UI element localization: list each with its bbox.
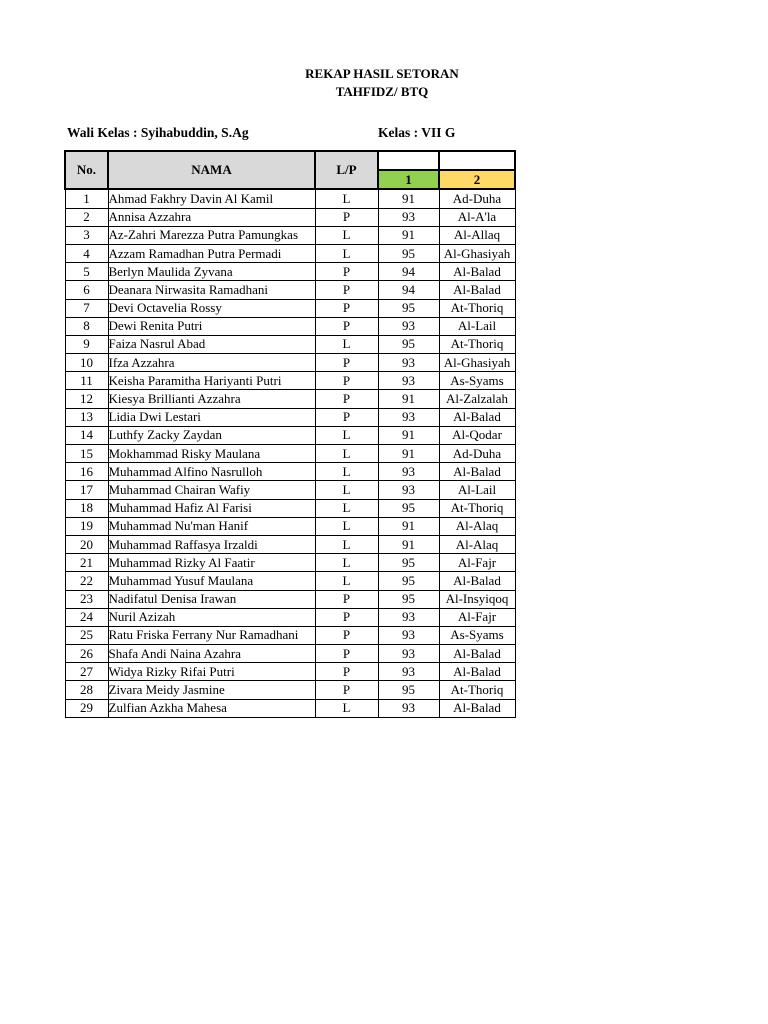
cell-score: 91 [378, 189, 439, 208]
cell-lp: L [315, 189, 378, 208]
cell-no: 3 [65, 226, 108, 244]
cell-lp: L [315, 481, 378, 499]
table-row [65, 681, 515, 699]
cell-lp: P [315, 208, 378, 226]
cell-no: 23 [65, 590, 108, 608]
cell-nama: Muhammad Nu'man Hanif [108, 517, 315, 535]
cell-nama: Muhammad Chairan Wafiy [108, 481, 315, 499]
cell-no: 1 [65, 189, 108, 208]
table-row [65, 499, 515, 517]
cell-lp: P [315, 663, 378, 681]
cell-score: 95 [378, 681, 439, 699]
cell-no: 19 [65, 517, 108, 535]
cell-surah: Al-Ghasiyah [439, 244, 515, 262]
col-header-nama: NAMA [108, 151, 315, 189]
cell-score: 93 [378, 463, 439, 481]
cell-no: 15 [65, 445, 108, 463]
cell-score: 93 [378, 354, 439, 372]
cell-nama: Annisa Azzahra [108, 208, 315, 226]
table-row [65, 608, 515, 626]
cell-nama: Nadifatul Denisa Irawan [108, 590, 315, 608]
cell-no: 22 [65, 572, 108, 590]
cell-lp: L [315, 499, 378, 517]
cell-score: 93 [378, 208, 439, 226]
cell-surah: At-Thoriq [439, 335, 515, 353]
cell-nama: Faiza Nasrul Abad [108, 335, 315, 353]
cell-nama: Lidia Dwi Lestari [108, 408, 315, 426]
cell-no: 2 [65, 208, 108, 226]
cell-nama: Shafa Andi Naina Azahra [108, 645, 315, 663]
cell-nama: Ifza Azzahra [108, 354, 315, 372]
table-row [65, 463, 515, 481]
cell-nama: Devi Octavelia Rossy [108, 299, 315, 317]
cell-surah: Al-Zalzalah [439, 390, 515, 408]
cell-lp: L [315, 699, 378, 717]
cell-score: 91 [378, 226, 439, 244]
cell-no: 4 [65, 244, 108, 262]
cell-score: 91 [378, 426, 439, 444]
cell-score: 93 [378, 317, 439, 335]
cell-nama: Ahmad Fakhry Davin Al Kamil [108, 189, 315, 208]
cell-surah: Al-Fajr [439, 554, 515, 572]
table-row [65, 408, 515, 426]
table-row [65, 226, 515, 244]
cell-score: 95 [378, 590, 439, 608]
cell-nama: Muhammad Yusuf Maulana [108, 572, 315, 590]
cell-surah: At-Thoriq [439, 681, 515, 699]
cell-score: 93 [378, 645, 439, 663]
cell-nama: Muhammad Hafiz Al Farisi [108, 499, 315, 517]
table-row [65, 244, 515, 262]
col-header-lp: L/P [315, 151, 378, 189]
cell-surah: Al-Balad [439, 645, 515, 663]
cell-score: 95 [378, 499, 439, 517]
col-subheader-2: 2 [439, 170, 515, 189]
cell-lp: L [315, 426, 378, 444]
cell-score: 93 [378, 626, 439, 644]
cell-lp: P [315, 681, 378, 699]
cell-nama: Widya Rizky Rifai Putri [108, 663, 315, 681]
cell-lp: P [315, 263, 378, 281]
cell-no: 12 [65, 390, 108, 408]
cell-lp: L [315, 335, 378, 353]
cell-lp: P [315, 590, 378, 608]
cell-surah: Al-Balad [439, 663, 515, 681]
cell-nama: Keisha Paramitha Hariyanti Putri [108, 372, 315, 390]
cell-surah: Al-Alaq [439, 535, 515, 553]
cell-surah: Al-Qodar [439, 426, 515, 444]
cell-score: 95 [378, 299, 439, 317]
table-row [65, 699, 515, 717]
cell-score: 95 [378, 572, 439, 590]
table-row [65, 281, 515, 299]
rekap-table [64, 150, 516, 718]
table-row [65, 299, 515, 317]
cell-no: 9 [65, 335, 108, 353]
table-row [65, 663, 515, 681]
cell-lp: L [315, 244, 378, 262]
table-row [65, 535, 515, 553]
cell-surah: Al-Balad [439, 408, 515, 426]
cell-score: 93 [378, 408, 439, 426]
cell-no: 18 [65, 499, 108, 517]
cell-lp: L [315, 517, 378, 535]
cell-no: 26 [65, 645, 108, 663]
cell-surah: Ad-Duha [439, 445, 515, 463]
cell-score: 95 [378, 335, 439, 353]
table-row [65, 335, 515, 353]
cell-lp: P [315, 281, 378, 299]
table-row [65, 426, 515, 444]
cell-score: 93 [378, 372, 439, 390]
table-row [65, 481, 515, 499]
cell-surah: Al-Balad [439, 263, 515, 281]
cell-surah: Al-Balad [439, 572, 515, 590]
cell-nama: Mokhammad Risky Maulana [108, 445, 315, 463]
cell-lp: P [315, 372, 378, 390]
cell-no: 29 [65, 699, 108, 717]
table-row [65, 517, 515, 535]
cell-no: 13 [65, 408, 108, 426]
cell-no: 21 [65, 554, 108, 572]
cell-nama: Berlyn Maulida Zyvana [108, 263, 315, 281]
cell-score: 91 [378, 445, 439, 463]
cell-nama: Zivara Meidy Jasmine [108, 681, 315, 699]
cell-nama: Nuril Azizah [108, 608, 315, 626]
cell-no: 10 [65, 354, 108, 372]
cell-lp: P [315, 317, 378, 335]
cell-score: 95 [378, 554, 439, 572]
col-header-blank-2 [439, 151, 515, 170]
table-row [65, 445, 515, 463]
cell-lp: L [315, 554, 378, 572]
table-row [65, 572, 515, 590]
cell-nama: Kiesya Brillianti Azzahra [108, 390, 315, 408]
cell-surah: Al-Balad [439, 281, 515, 299]
wali-kelas-label: Wali Kelas : Syihabuddin, S.Ag [67, 125, 249, 140]
cell-nama: Luthfy Zacky Zaydan [108, 426, 315, 444]
table-header [65, 151, 515, 189]
cell-score: 91 [378, 517, 439, 535]
cell-surah: Al-Alaq [439, 517, 515, 535]
table-row [65, 317, 515, 335]
cell-nama: Deanara Nirwasita Ramadhani [108, 281, 315, 299]
table-row [65, 554, 515, 572]
cell-surah: At-Thoriq [439, 499, 515, 517]
cell-surah: Al-Fajr [439, 608, 515, 626]
cell-nama: Muhammad Rizky Al Faatir [108, 554, 315, 572]
cell-no: 7 [65, 299, 108, 317]
cell-no: 25 [65, 626, 108, 644]
cell-lp: P [315, 645, 378, 663]
cell-no: 24 [65, 608, 108, 626]
cell-score: 93 [378, 699, 439, 717]
table-row [65, 626, 515, 644]
cell-no: 8 [65, 317, 108, 335]
cell-lp: P [315, 608, 378, 626]
table-row [65, 263, 515, 281]
cell-score: 94 [378, 263, 439, 281]
cell-no: 11 [65, 372, 108, 390]
cell-nama: Zulfian Azkha Mahesa [108, 699, 315, 717]
cell-surah: As-Syams [439, 626, 515, 644]
cell-surah: As-Syams [439, 372, 515, 390]
table-row [65, 372, 515, 390]
cell-lp: P [315, 354, 378, 372]
table-body [65, 189, 515, 717]
col-subheader-1: 1 [378, 170, 439, 189]
cell-no: 14 [65, 426, 108, 444]
cell-score: 93 [378, 663, 439, 681]
cell-score: 93 [378, 481, 439, 499]
cell-lp: P [315, 626, 378, 644]
cell-score: 91 [378, 390, 439, 408]
cell-lp: L [315, 463, 378, 481]
table-row [65, 390, 515, 408]
cell-score: 95 [378, 244, 439, 262]
cell-no: 5 [65, 263, 108, 281]
table-row [65, 354, 515, 372]
cell-no: 17 [65, 481, 108, 499]
cell-score: 91 [378, 535, 439, 553]
cell-no: 27 [65, 663, 108, 681]
cell-lp: P [315, 390, 378, 408]
page-title: REKAP HASIL SETORAN [305, 66, 459, 81]
cell-lp: P [315, 299, 378, 317]
cell-lp: L [315, 572, 378, 590]
cell-surah: Ad-Duha [439, 189, 515, 208]
cell-surah: Al-Lail [439, 481, 515, 499]
cell-nama: Azzam Ramadhan Putra Permadi [108, 244, 315, 262]
cell-nama: Muhammad Alfino Nasrulloh [108, 463, 315, 481]
cell-surah: Al-Lail [439, 317, 515, 335]
cell-nama: Dewi Renita Putri [108, 317, 315, 335]
cell-no: 6 [65, 281, 108, 299]
col-header-blank-1 [378, 151, 439, 170]
cell-surah: Al-Allaq [439, 226, 515, 244]
cell-score: 94 [378, 281, 439, 299]
cell-surah: Al-Balad [439, 699, 515, 717]
table-row [65, 645, 515, 663]
cell-nama: Muhammad Raffasya Irzaldi [108, 535, 315, 553]
col-header-no: No. [65, 151, 108, 189]
cell-score: 93 [378, 608, 439, 626]
cell-nama: Az-Zahri Marezza Putra Pamungkas [108, 226, 315, 244]
cell-lp: L [315, 445, 378, 463]
cell-surah: At-Thoriq [439, 299, 515, 317]
table-row [65, 189, 515, 208]
cell-no: 16 [65, 463, 108, 481]
cell-no: 20 [65, 535, 108, 553]
table-row [65, 590, 515, 608]
cell-surah: Al-Insyiqoq [439, 590, 515, 608]
cell-surah: Al-A'la [439, 208, 515, 226]
cell-surah: Al-Balad [439, 463, 515, 481]
cell-lp: P [315, 408, 378, 426]
page-subtitle: TAHFIDZ/ BTQ [335, 84, 429, 99]
table-row [65, 208, 515, 226]
kelas-label: Kelas : VII G [378, 125, 456, 140]
cell-surah: Al-Ghasiyah [439, 354, 515, 372]
cell-nama: Ratu Friska Ferrany Nur Ramadhani [108, 626, 315, 644]
cell-lp: L [315, 226, 378, 244]
cell-no: 28 [65, 681, 108, 699]
cell-lp: L [315, 535, 378, 553]
